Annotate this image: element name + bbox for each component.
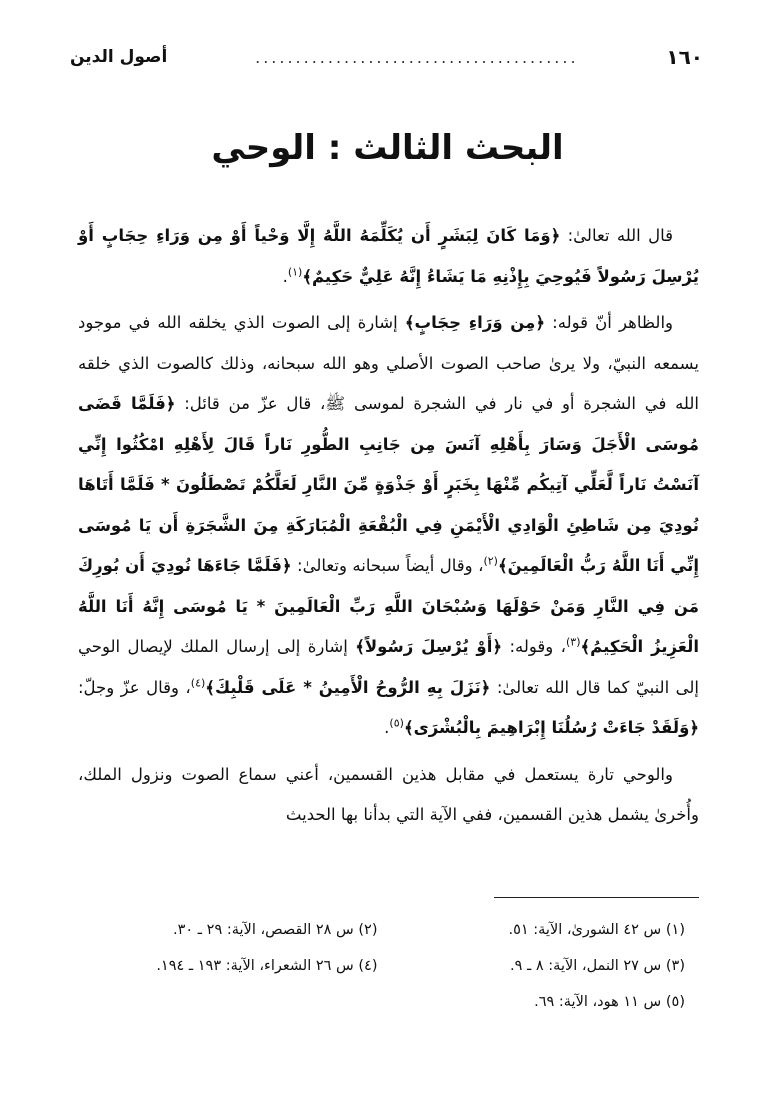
running-header [70, 42, 703, 72]
text-segment: قال الله تعالىٰ: [560, 226, 673, 245]
text-segment: . [384, 718, 390, 737]
footnote: (٢) س ٢٨ القصص، الآية: ٢٩ ـ ٣٠. [173, 922, 378, 938]
quran-verse: ﴿فَلَمَّا جَاءَهَا نُودِيَ أَن بُورِكَ مَن فِي النَّارِ وَمَنْ حَوْلَهَا وَسُبْحَانَ اللَّهِ رَبِّ الْعَالَمِينَ * يَا مُوسَى إِنَّهُ أَنَا اللَّهُ الْعَزِيزُ الْحَكِيمُ﴾ [78, 556, 699, 656]
text-segment: إشارة إلى الصوت الذي يخلقه الله في موجود يسمعه النبيّ، ولا يرىٰ صاحب الصوت الأصلي وهو الله سبحانه، وذلك كالصوت الذي خلقه الله في الشجرة أو في نار في الشجرة لموسى ﷺ، قال عزّ من قائل: [78, 313, 700, 413]
text-segment: والظاهر أنّ قوله: [545, 313, 674, 332]
footnote: (٣) س ٢٧ النمل، الآية: ٨ ـ ٩. [510, 958, 685, 974]
book-title: أصول الدين [70, 47, 168, 67]
footnotes [70, 912, 685, 1020]
paragraph [78, 755, 699, 836]
footnote: (١) س ٤٢ الشورىٰ، الآية: ٥١. [508, 922, 685, 938]
leader-dots: ........................................ [255, 47, 579, 67]
quran-verse: ﴿نَزَلَ بِهِ الرُّوحُ الْأَمِينُ * عَلَى قَلْبِكَ﴾ [205, 677, 491, 697]
footnote-row [70, 912, 685, 948]
paragraph [78, 216, 699, 297]
text-segment: ، وقوله: [502, 637, 566, 656]
footnote: (٥) س ١١ هود، الآية: ٦٩. [534, 994, 685, 1010]
footnote-row [70, 984, 685, 1020]
text-segment: ، وقال عزّ وجلّ: [78, 677, 191, 697]
footnote-ref: (٢) [483, 554, 498, 568]
footnote-ref: (١) [287, 265, 303, 278]
quran-verse: ﴿مِن وَرَاءِ حِجَابٍ﴾ [404, 313, 545, 332]
quran-verse: ﴿فَلَمَّا قَضَى مُوسَى الْأَجَلَ وَسَارَ بِأَهْلِهِ آنَسَ مِن جَانِبِ الطُّورِ نَاراً قَالَ لِأَهْلِهِ امْكُثُوا إِنِّي آنَسْتُ نَاراً لَّعَلِّي آتِيكُم مِّنْهَا بِخَبَرٍ أَوْ جَذْوَةٍ مِّنَ النَّارِ لَعَلَّكُمْ تَصْطَلُونَ * فَلَمَّا أَتَاهَا نُودِيَ مِن شَاطِئِ الْوَادِي الْأَيْمَنِ فِي الْبُقْعَةِ الْمُبَارَكَةِ مِنَ الشَّجَرَةِ أَن يَا مُوسَى إِنِّي أَنَا اللَّهُ رَبُّ الْعَالَمِينَ﴾ [78, 394, 699, 575]
body-text [78, 216, 699, 836]
footnote: (٤) س ٢٦ الشعراء، الآية: ١٩٣ ـ ١٩٤. [156, 958, 378, 974]
footnote-divider [494, 897, 699, 898]
text-segment: إشارة إلى إرسال الملك لإيصال الوحي إلى النبيّ كما قال الله تعالىٰ: [78, 637, 699, 697]
footnote-ref: (٤) [190, 676, 206, 689]
footnote-ref: (٥) [389, 716, 404, 730]
footnote-ref: (٣) [565, 635, 581, 649]
page-number: ١٦٠ [666, 45, 703, 69]
quran-verse: ﴿أَوْ يُرْسِلَ رَسُولاً﴾ [355, 637, 503, 656]
text-segment: . [282, 266, 288, 286]
quran-verse: ﴿وَلَقَدْ جَاءَتْ رُسُلُنَا إِبْرَاهِيمَ بِالْبُشْرَى﴾ [403, 718, 699, 737]
text-segment: ، وقال أيضاً سبحانه وتعالىٰ: [291, 556, 484, 575]
quran-verse: ﴿وَمَا كَانَ لِبَشَرٍ أَن يُكَلِّمَهُ اللَّهُ إِلَّا وَحْياً أَوْ مِن وَرَاءِ حِجَابٍ أَوْ يُرْسِلَ رَسُولاً فَيُوحِيَ بِإِذْنِهِ مَا يَشَاءُ إِنَّهُ عَلِيٌّ حَكِيمٌ﴾ [78, 226, 699, 286]
chapter-title: البحث الثالث : الوحي [211, 128, 564, 168]
footnote-row [70, 948, 685, 984]
paragraph [78, 303, 699, 749]
text-segment: والوحي تارة يستعمل في مقابل هذين القسمين، أعني سماع الصوت ونزول الملك، وأُخرىٰ يشمل هذين القسمين، ففي الآية التي بدأنا بها الحديث [78, 764, 699, 824]
